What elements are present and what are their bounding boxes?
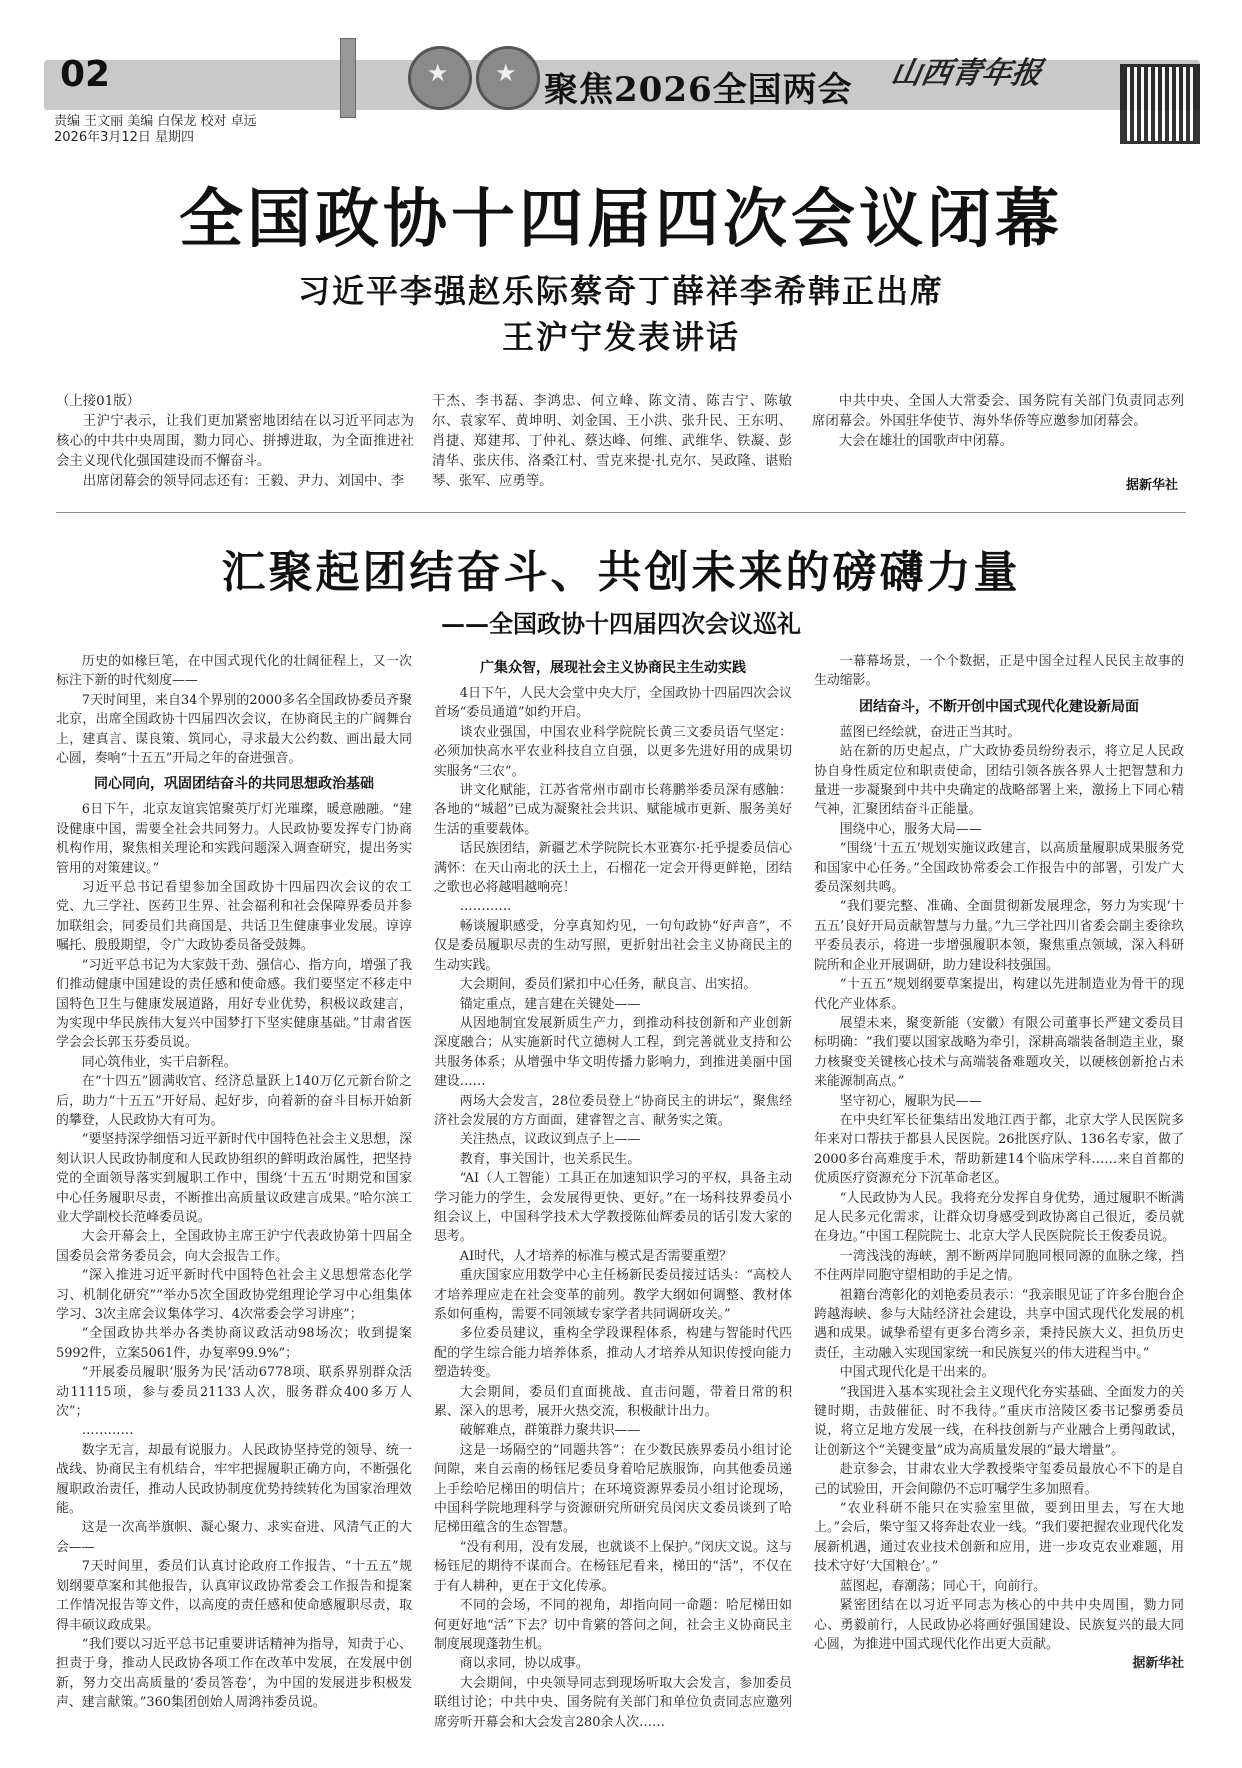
paragraph: 谈农业强国，中国农业科学院院长黄三文委员语气坚定：必须加快高水平农业科技自立自强，以更多先进好用的成果切实服务“三农”。	[434, 724, 792, 779]
paragraph: 一湾浅浅的海峡，割不断两岸同胞同根同源的血脉之缘，挡不住两岸同胞守望相助的手足之情。	[814, 1248, 1184, 1284]
paragraph: 话民族团结，新疆艺术学院院长木亚赛尔·托乎提委员信心满怀：在天山南北的沃土上，石榴花一定会开得更鲜艳，团结之歌也必将越唱越响亮！	[434, 841, 792, 896]
huabiao-pillar-icon	[340, 38, 356, 118]
section-title: 聚焦2026全国两会	[544, 70, 853, 110]
paragraph: 蓝图起，春潮荡；同心干，向前行。	[839, 1578, 1047, 1594]
paragraph: 大会期间，委员们直面挑战、直击问题，带着日常的积累、深入的思考，展开火热交流，积极献计出力。	[434, 1384, 792, 1420]
paragraph: “我国进入基本实现社会主义现代化夯实基础、全面发力的关键时期，击鼓催征、时不我待。”重庆市涪陵区委书记黎勇委员说，将立足地方发展一线，在科技创新与产业融合上勇闯敢试，让创新这个“关键变量”成为高质量发展的“最大增量”。	[814, 1384, 1184, 1458]
paragraph: 出席闭幕会的领导同志还有：王毅、尹力、刘国中、李	[82, 474, 405, 489]
editor-credits	[54, 114, 257, 146]
article1-column-1	[56, 392, 414, 492]
paragraph: 这是一次高举旗帜、凝心聚力、求实奋进、风清气正的大会——	[56, 1520, 412, 1555]
headline-closing: 全国政协十四届四次会议闭幕	[179, 182, 1063, 257]
credits-staff: 责编 王文丽 美编 白保龙 校对 卓远	[54, 114, 257, 129]
paragraph: 4日下午，人民大会堂中央大厅，全国政协十四届四次会议首场“委员通道”如约开启。	[434, 686, 792, 721]
paragraph: 展望未来，聚变新能（安徽）有限公司董事长严建文委员目标明确：“我们要以国家战略为牵引，深耕高端装备制造主业，聚力核聚变关键核心技术与高端装备难题攻关，以硬核创新抢占未来能源制高点。”	[814, 1015, 1184, 1090]
page-number: 02	[60, 54, 111, 95]
paragraph: AI时代，人才培养的标准与模式是否需要重塑？	[459, 1248, 733, 1264]
paragraph: 数字无言，却最有说服力。人民政协坚持党的领导、统一战线、协商民主有机结合，牢牢把握履职正确方向，不断强化履职政治责任，推动人民政协制度优势持续转化为国家治理效能。	[56, 1442, 412, 1517]
masthead	[44, 46, 1200, 150]
paragraph: 在“十四五”圆满收官、经济总量跃上140万亿元新台阶之后，助力“十五五”开好局、起好步，向着新的奋斗目标开始新的攀登，人民政协大有可为。	[56, 1074, 412, 1128]
article1-column-3	[812, 392, 1184, 452]
paragraph: 大会在雄壮的国歌声中闭幕。	[838, 434, 1013, 449]
paragraph: 中国式现代化是干出来的。	[839, 1365, 995, 1381]
paragraph: 讲文化赋能，江苏省常州市副市长蒋鹏举委员深有感触：各地的“城超”已成为凝聚社会共识、赋能城市更新、服务美好生活的重要载体。	[434, 783, 792, 837]
paragraph: “没有利用，没有发展，也就谈不上保护。”闵庆文说。这与杨钰尼的期待不谋而合。在杨钰尼看来，梯田的“活”，不仅在于有人耕种，更在于文化传承。	[434, 1539, 792, 1594]
paragraph: “要坚持深学细悟习近平新时代中国特色社会主义思想，深刻认识人民政协制度和人民政协组织的鲜明政治属性，把坚持党的全面领导落实到履职工作中，围绕‘十五五’时期党和国家中心任务履职尽责，不断推出高质量议政建言成果。”哈尔滨工业大学副校长范峰委员说。	[56, 1132, 412, 1225]
paragraph: 围绕中心，服务大局——	[839, 821, 982, 837]
divider	[56, 512, 1186, 513]
qr-code-icon	[1120, 64, 1200, 144]
paragraph: 赴京参会，甘肃农业大学教授柴守玺委员最放心不下的是自己的试验田，开会间隙仍不忘叮嘱学生多加照看。	[814, 1462, 1184, 1497]
section-heading: 广集众智，展现社会主义协商民主生动实践	[480, 660, 746, 676]
article2-column-3	[814, 652, 1184, 1674]
paragraph: 锚定重点，建言建在关键处——	[459, 996, 641, 1012]
paragraph: 祖籍台湾彰化的刘艳委员表示：“我亲眼见证了许多台胞台企跨越海峡、参与大陆经济社会建设，共享中国式现代化发展的机遇和成果。诚挚希望有更多台湾乡亲，秉持民族大义、担负历史责任，主动融入实现国家统一和民族复兴的伟大进程当中。”	[814, 1287, 1184, 1361]
paragraph: …………	[81, 1423, 134, 1439]
paragraph: …………	[459, 899, 512, 915]
paragraph: 干杰、李书磊、李鸿忠、何立峰、陈文清、陈吉宁、陈敏尔、袁家军、黄坤明、刘金国、王小洪、张升民、王东明、肖捷、郑建邦、丁仲礼、蔡达峰、何维、武维华、铁凝、彭清华、张庆伟、洛桑江村、雪克来提·扎克尔、吴政隆、谌贻琴、张军、应勇等。	[432, 394, 792, 489]
paragraph: 畅谈履职感受，分享真知灼见，一句句政协“好声音”，不仅是委员履职尽责的生动写照，更折射出社会主义协商民主的生动实践。	[434, 918, 792, 973]
cppcc-emblem-icon	[476, 46, 540, 110]
paragraph: 破解难点，群策群力聚共识——	[459, 1423, 641, 1439]
paragraph: 重庆国家应用数学中心主任杨新民委员接过话头：“高校人才培养理应走在社会变革的前列。教学大纲如何调整、教材体系如何重构，需要不同领域专家学者共同调研攻关。”	[434, 1268, 792, 1322]
national-emblem-icon	[408, 46, 472, 110]
paragraph: 两场大会发言，28位委员登上“协商民主的讲坛”，聚焦经济社会发展的方方面面，建睿智之言、献务实之策。	[434, 1093, 792, 1128]
paragraph: 从因地制宜发展新质生产力，到推动科技创新和产业创新深度融合；从实施新时代立德树人工程，到完善就业支持和公共服务体系；从增强中华文明传播力影响力，到推进美丽中国建设……	[434, 1015, 792, 1090]
paragraph: 关注热点，议政议到点子上——	[459, 1132, 641, 1148]
paragraph: “习近平总书记为大家鼓干劲、强信心、指方向，增强了我们推动健康中国建设的责任感和使命感。我们要坚定不移走中国特色卫生与健康发展道路，用好专业优势，积极议政建言，为实现中华民族伟大复兴中国梦打下坚实健康基础。”甘肃省医学会会长郭玉芬委员说。	[56, 957, 412, 1051]
paragraph: 教育，事关国计，也关系民生。	[459, 1151, 641, 1167]
paragraph: “我们要完整、准确、全面贯彻新发展理念，努力为实现‘十五五’良好开局贡献智慧与力量。”九三学社四川省委会副主委徐玖平委员表示，将进一步增强履职本领，聚焦重点领域，深入科研院所和企业开展调研，助力建设科技强国。	[814, 899, 1184, 973]
headline-review: 汇聚起团结奋斗、共创未来的磅礴力量	[221, 547, 1021, 598]
paragraph: “人民政协为人民。我将充分发挥自身优势，通过履职不断满足人民多元化需求，让群众切身感受到政协离自己很近，委员就在身边。”中国工程院院士、北京大学人民医院院长王俊委员说。	[814, 1190, 1184, 1245]
paragraph: “AI（人工智能）工具正在加速知识学习的平权，具备主动学习能力的学生，会发展得更快、更好。”在一场科技界委员小组会议上，中国科学技术大学教授陈仙辉委员的话引发大家的思考。	[434, 1171, 792, 1245]
paragraph: 多位委员建议，重构全学段课程体系，构建与智能时代匹配的学生综合能力培养体系，推动人才培养从知识传授向能力塑造转变。	[434, 1326, 792, 1381]
paragraph: “开展委员履职‘服务为民’活动6778项、联系界别群众活动11115项，参与委员21133人次，服务群众400多万人次”；	[56, 1365, 412, 1420]
paragraph: 7天时间里，来自34个界别的2000多名全国政协委员齐聚北京，出席全国政协十四届四次会议，在协商民主的广阔舞台上，建真言、谋良策、筑同心，寻求最大公约数、画出最大同心圆，奏响“十五五”开局之年的奋进强音。	[56, 692, 412, 767]
section-heading: 团结奋斗，不断开创中国式现代化建设新局面	[859, 698, 1139, 715]
credits-date: 2026年3月12日 星期四	[54, 130, 195, 145]
paragraph: 大会期间，中央领导同志到现场听取大会发言，参加委员联组讨论；中共中央、国务院有关部门和单位负责同志应邀列席旁听开幕会和大会发言280余人次……	[434, 1675, 792, 1730]
subhead-review: ——全国政协十四届四次会议巡礼	[441, 609, 801, 638]
subhead-speech: 王沪宁发表讲话	[501, 318, 740, 356]
article2-column-1	[56, 652, 412, 1713]
paragraph: 一幕幕场景，一个个数据，正是中国全过程人民民主故事的生动缩影。	[814, 654, 1184, 689]
paragraph: “围绕‘十五五’规划实施议政建言，以高质量履职成果服务党和国家中心任务。”全国政协常委会工作报告中的部署，引发广大委员深刻共鸣。	[814, 841, 1184, 896]
paragraph: 不同的会场，不同的视角，却指向同一命题：哈尼梯田如何更好地“活”下去？切中肯綮的答问之间，社会主义协商民主制度展现蓬勃生机。	[434, 1598, 792, 1652]
subhead-attendees: 习近平李强赵乐际蔡奇丁薛祥李希韩正出席	[297, 272, 944, 310]
paragraph: “全国政协共举办各类协商议政活动98场次；收到提案5992件，立案5061件，办复率99.9%”；	[56, 1326, 412, 1361]
paragraph: 同心筑伟业，实干启新程。	[81, 1054, 237, 1070]
source-credit: 据新华社	[1132, 1656, 1184, 1672]
paragraph: 紧密团结在以习近平同志为核心的中共中央周围，勠力同心、勇毅前行，人民政协必将画好强国建设、民族复兴的最大同心圆，为推进中国式现代化作出更大贡献。	[814, 1598, 1184, 1652]
paragraph: 6日下午，北京友谊宾馆聚英厅灯光璀璨，暖意融融。“建设健康中国，需要全社会共同努力。人民政协要发挥专门协商机构作用，聚焦相关理论和实践问题深入调查研究，提出务实管用的对策建议。”	[56, 802, 412, 876]
paragraph: 习近平总书记看望参加全国政协十四届四次会议的农工党、九三学社、医药卫生界、社会福利和社会保障界委员并参加联组会，同委员们共商国是、共话卫生健康事业发展。谆谆嘱托、殷殷期望，令广大政协委员备受鼓舞。	[56, 880, 412, 954]
paragraph: “十五五”规划纲要草案提出，构建以先进制造业为骨干的现代化产业体系。	[814, 977, 1184, 1012]
paragraph: 大会开幕会上，全国政协主席王沪宁代表政协第十四届全国委员会常务委员会，向大会报告工作。	[56, 1229, 412, 1264]
paragraph: 这是一场隔空的“同题共答”：在少数民族界委员小组讨论间隙，来自云南的杨钰尼委员身着哈尼族服饰，向其他委员递上手绘哈尼梯田的明信片；在环境资源界委员小组讨论现场，中国科学院地理科学与资源研究所研究员闵庆文委员谈到了哈尼梯田蕴含的生态智慧。	[434, 1442, 792, 1536]
source-credit: 据新华社	[1126, 478, 1179, 493]
paragraph: 王沪宁表示，让我们更加紧密地团结在以习近平同志为核心的中共中央周围，勠力同心、拼搏进取，为全面推进社会主义现代化强国建设而不懈奋斗。	[56, 414, 414, 469]
paragraph: 蓝图已经绘就，奋进正当其时。	[839, 724, 1021, 740]
paragraph: 站在新的历史起点，广大政协委员纷纷表示，将立足人民政协自身性质定位和职责使命，团结引领各族各界人士把智慧和力量进一步凝聚到中共中央确定的战略部署上来，激扬上下同心精气神，汇聚团结奋斗正能量。	[814, 744, 1184, 818]
section-heading: 同心同向，巩固团结奋斗的共同思想政治基础	[94, 776, 374, 793]
paragraph: 商以求同，协以成事。	[459, 1656, 589, 1672]
paragraph: 在中央红军长征集结出发地江西于都，北京大学人民医院多年来对口帮扶于都县人民医院。26批医疗队、136名专家，做了2000多台高难度手术，帮助新建14个临床学科……来自首都的优质医疗资源充分下沉革命老区。	[814, 1112, 1184, 1187]
paragraph: 坚守初心，履职为民——	[839, 1093, 982, 1109]
paragraph: 7天时间里，委员们认真讨论政府工作报告、“十五五”规划纲要草案和其他报告，认真审议政协常委会工作报告和提案工作情况报告等文件，以高度的责任感和使命感履职尽责，取得丰硕议政成果。	[56, 1559, 412, 1633]
article2-column-2	[434, 652, 792, 1732]
paragraph: “我们要以习近平总书记重要讲话精神为指导，知责于心、担责于身，推动人民政协各项工作在改革中发展，在发展中创新，努力交出高质量的‘委员答卷’，为中国的发展进步积极发声、建言献策。”360集团创始人周鸿祎委员说。	[56, 1636, 412, 1711]
paragraph: 大会期间，委员们紧扣中心任务，献良言、出实招。	[459, 977, 757, 993]
paragraph: 历史的如椽巨笔，在中国式现代化的壮阔征程上，又一次标注下新的时代刻度——	[56, 654, 412, 689]
paragraph: “农业科研不能只在实验室里做，要到田里去，写在大地上。”会后，柴守玺又将奔赴农业一线。“我们要把握农业现代化发展新机遇，通过农业技术创新和应用，进一步攻克农业难题，用技术守好‘大国粮仓’。”	[814, 1501, 1184, 1575]
paragraph: 中共中央、全国人大常委会、国务院有关部门负责同志列席闭幕会。外国驻华使节、海外华侨等应邀参加闭幕会。	[812, 394, 1184, 429]
continued-from: （上接01版）	[56, 394, 140, 409]
newspaper-logo: 山西青年报	[888, 56, 1045, 91]
article1-column-2	[432, 392, 792, 492]
paragraph: “深入推进习近平新时代中国特色社会主义思想常态化学习、机制化研究”“举办5次全国政协党组理论学习中心组集体学习、3次主席会议集体学习、4次常委会学习讲座”；	[56, 1268, 412, 1322]
